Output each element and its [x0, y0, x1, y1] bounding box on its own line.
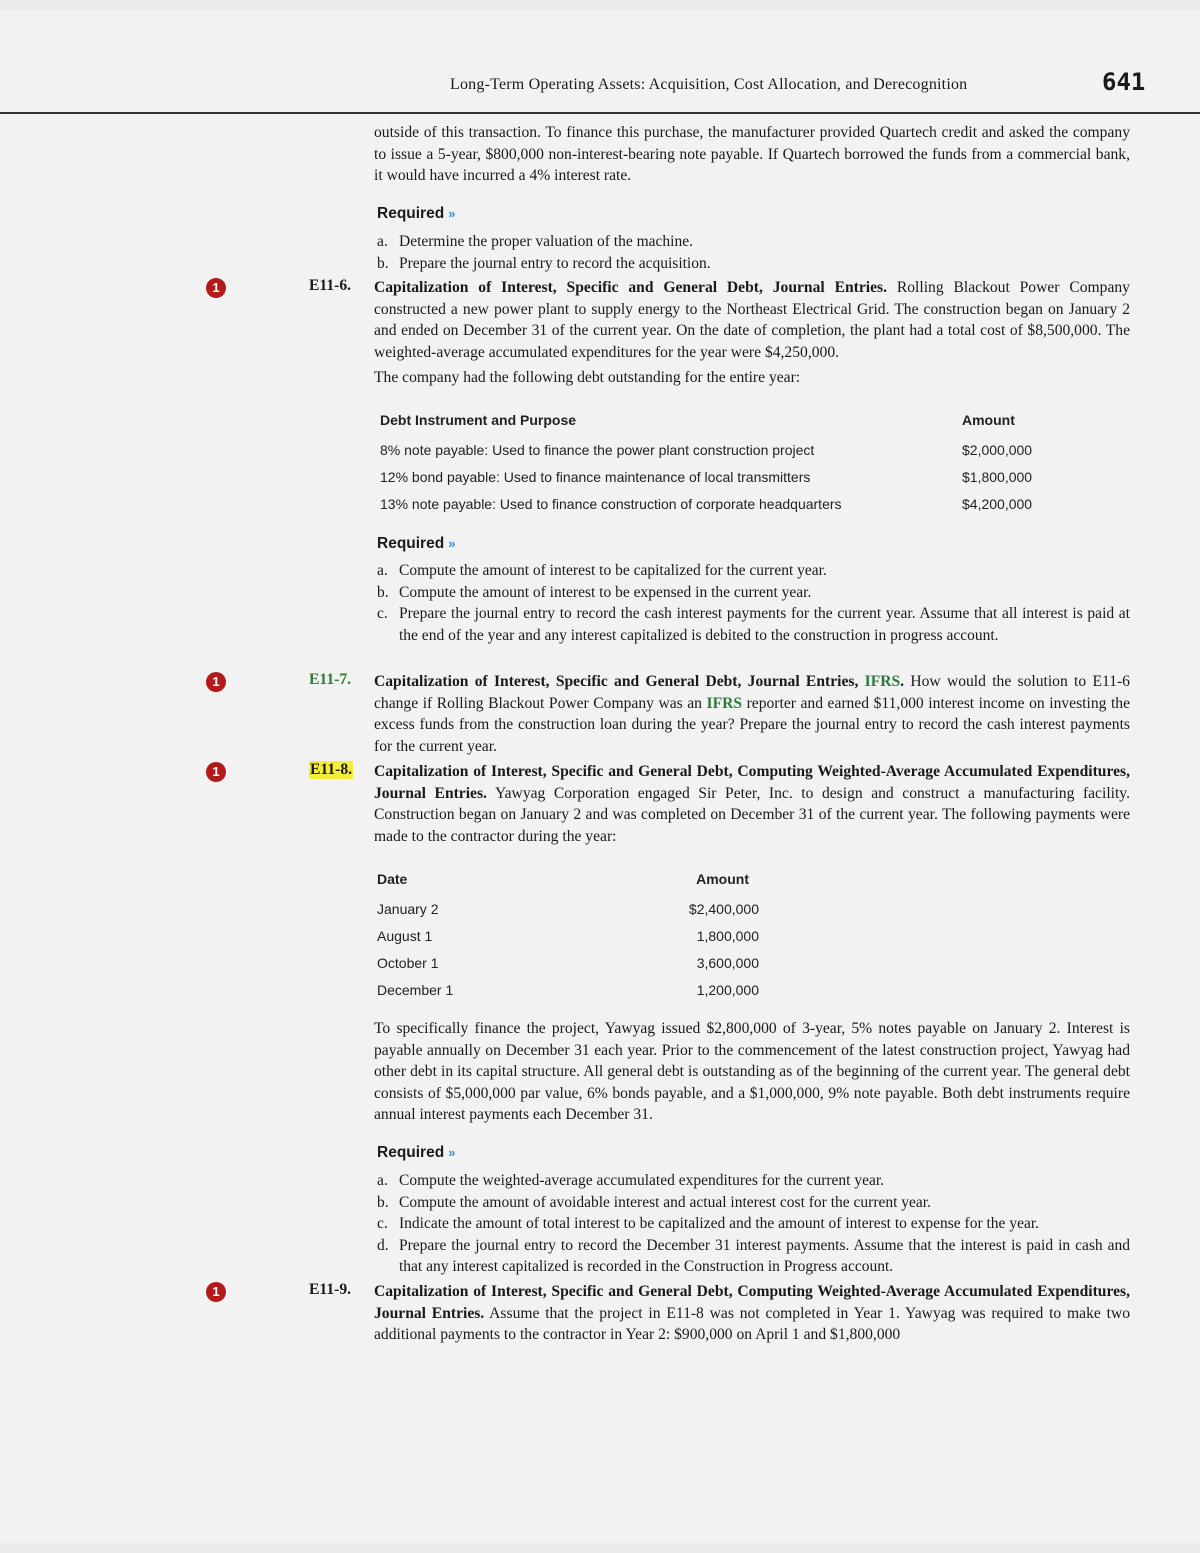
exercise-number: E11-6.	[309, 277, 352, 294]
item-text: Compute the amount of interest to be expensed in the current year.	[399, 583, 812, 601]
list-item	[377, 560, 1130, 582]
column-header: Amount	[962, 412, 1015, 428]
exercise-body: Assume that the project in E11-8 was not completed in Year 1. Yawyag was required to make two additional payments to the contractor in Year 2: $900,000 on April 1 and $1,800,000	[374, 1304, 1130, 1343]
list-item	[377, 253, 1130, 275]
exercise-body: Yawyag Corporation engaged Sir Peter, Inc. to design and construct a manufacturing facility. Construction began on January 2 and was completed on December 31 of the current year. The following payments were made to the contractor during the year:	[374, 784, 1130, 845]
exercise-title: Capitalization of Interest, Specific and General Debt, Computing Weighted-Average Accumulated Expenditures, Journal Entries.	[374, 1283, 1130, 1322]
item-letter: a.	[377, 1172, 388, 1189]
list-item	[377, 603, 1130, 646]
exercise-body-cont: reporter and earned $11,000 interest income on investing the excess funds from the construction loan during the year? Prepare the journal entry to record the cash interest payments for the current year.	[374, 694, 1130, 755]
table-cell: 1,200,000	[696, 982, 759, 998]
column-header: Amount	[696, 871, 749, 887]
item-letter: b.	[377, 1193, 389, 1211]
table-row	[380, 442, 1060, 469]
learning-objective-marker: 1	[206, 1282, 226, 1302]
item-letter: a.	[377, 562, 388, 579]
exercise-body-2: The company had the following debt outstanding for the entire year:	[374, 369, 801, 386]
table-row	[377, 928, 759, 955]
table-cell: December 1	[377, 982, 454, 998]
exercise-number-highlighted: E11-8.	[310, 761, 353, 778]
intro-required-heading	[377, 205, 455, 223]
exercise-number: E11-9.	[309, 1281, 352, 1298]
learning-objective-marker: 1	[206, 762, 226, 782]
exercise-title: Capitalization of Interest, Specific and General Debt, Computing Weighted-Average Accumulated Expenditures, Journal Entries.	[374, 763, 1130, 802]
exercise-e11-9	[374, 1281, 1130, 1346]
chevron-right-icon: »	[448, 536, 456, 551]
item-text: Compute the weighted-average accumulated expenditures for the current year.	[399, 1172, 885, 1189]
exercise-number: E11-7.	[309, 671, 352, 688]
item-text: Compute the amount of interest to be capitalized for the current year.	[399, 562, 827, 579]
header-divider	[0, 112, 1200, 114]
title-period: .	[900, 673, 905, 690]
table-cell: $1,800,000	[962, 469, 1033, 485]
exercise-paragraph	[374, 1281, 1130, 1346]
table-cell: August 1	[377, 928, 433, 944]
column-header: Debt Instrument and Purpose	[380, 412, 577, 428]
table-cell: 1,800,000	[696, 928, 759, 944]
intro-paragraph	[374, 122, 1130, 187]
ifrs-label: IFRS	[864, 673, 901, 690]
exercise-e11-6	[374, 277, 1130, 389]
e11-8-required-heading	[377, 1144, 455, 1162]
table-row	[380, 496, 1060, 523]
list-item	[377, 1192, 1130, 1214]
list-item	[377, 582, 1130, 604]
exercise-paragraph	[374, 761, 1130, 847]
table-row	[377, 955, 759, 982]
learning-objective-marker: 1	[206, 278, 226, 298]
item-text: Compute the amount of avoidable interest and actual interest cost for the current year.	[399, 1193, 931, 1211]
exercise-title: Capitalization of Interest, Specific and General Debt, Journal Entries,	[374, 673, 859, 690]
e11-6-required-heading	[377, 535, 455, 553]
table-cell: 12% bond payable: Used to finance maintenance of local transmitters	[380, 469, 811, 485]
e11-8-required-list	[377, 1170, 1130, 1278]
table-cell: $4,200,000	[962, 496, 1033, 512]
table-row	[380, 469, 1060, 496]
item-letter: c.	[377, 1215, 388, 1232]
table-cell: 13% note payable: Used to finance construction of corporate headquarters	[380, 496, 842, 512]
exercise-paragraph	[374, 671, 1130, 757]
item-letter: b.	[377, 254, 389, 272]
table-row	[377, 901, 759, 928]
exercise-title: Capitalization of Interest, Specific and General Debt, Journal Entries.	[374, 279, 887, 296]
exercise-paragraph	[374, 277, 1130, 363]
required-label: Required	[377, 535, 445, 552]
e11-6-required-list	[377, 560, 1130, 646]
page-number: 641	[1102, 68, 1146, 96]
chevron-right-icon: »	[448, 1145, 456, 1160]
payments-table	[377, 871, 759, 1009]
table-cell: 8% note payable: Used to finance the power plant construction project	[380, 442, 815, 458]
ifrs-inline-label: IFRS	[706, 694, 743, 712]
e11-8-financing-paragraph	[374, 1018, 1130, 1126]
item-text: Prepare the journal entry to record the acquisition.	[399, 254, 711, 272]
item-text: Prepare the journal entry to record the cash interest payments for the current year. Assume that all interest is paid at the end of the year and any interest capitalized is debited to the construction in progress account.	[399, 605, 1130, 644]
required-label: Required	[377, 205, 445, 222]
intro-text: outside of this transaction. To finance this purchase, the manufacturer provided Quartech credit and asked the company to issue a 5-year, $800,000 non-interest-bearing note payable. If Quartech borrowed the funds from a commercial bank, it would have incurred a 4% interest rate.	[374, 124, 1130, 184]
list-item	[377, 1170, 1130, 1192]
table-header-row	[380, 412, 1060, 442]
learning-objective-marker: 1	[206, 672, 226, 692]
table-cell: $2,000,000	[962, 442, 1033, 458]
chevron-right-icon: »	[448, 206, 456, 221]
table-cell: 3,600,000	[696, 955, 759, 971]
exercise-body: How would the solution to E11-6 change if Rolling Blackout Power Company was an	[374, 673, 1130, 712]
column-header: Date	[377, 871, 408, 887]
debt-table	[380, 412, 1060, 523]
required-label: Required	[377, 1144, 445, 1161]
intro-required-list	[377, 231, 1130, 274]
exercise-e11-8	[374, 761, 1130, 847]
item-text: Determine the proper valuation of the machine.	[399, 233, 693, 250]
table-cell: January 2	[377, 901, 439, 917]
item-text: Prepare the journal entry to record the December 31 interest payments. Assume that the interest is paid in cash and that any interest capitalized is recorded in the Construction in Progress account.	[399, 1236, 1130, 1275]
exercise-body: Rolling Blackout Power Company constructed a new power plant to supply energy to the Northeast Electrical Grid. The construction began on January 2 and ended on December 31 of the current year. On the date of completion, the plant had a total cost of $8,500,000. The weighted-average accumulated expenditures for the year were $4,250,000.	[374, 279, 1130, 361]
list-item	[377, 231, 1130, 253]
item-letter: d.	[377, 1236, 389, 1254]
table-cell: $2,400,000	[688, 901, 759, 917]
item-letter: b.	[377, 583, 389, 601]
item-letter: c.	[377, 605, 388, 622]
table-cell: October 1	[377, 955, 439, 971]
table-row	[377, 982, 759, 1009]
item-letter: a.	[377, 233, 388, 250]
exercise-e11-7	[374, 671, 1130, 757]
list-item	[377, 1235, 1130, 1278]
item-text: Indicate the amount of total interest to be capitalized and the amount of interest to expense for the year.	[399, 1215, 1040, 1232]
running-header-title: Long-Term Operating Assets: Acquisition, Cost Allocation, and Derecognition	[450, 76, 968, 93]
table-header-row	[377, 871, 759, 901]
exercise-body-2: To specifically finance the project, Yawyag issued $2,800,000 of 3-year, 5% notes payable on January 2. Interest is payable annually on December 31 each year. Prior to the commencement of the latest construction project, Yawyag had other debt in its capital structure. All general debt is outstanding as of the beginning of the current year. The general debt consists of $5,000,000 par value, 6% bonds payable, and a $1,000,000, 9% note payable. Both debt instruments require annual interest payments each December 31.	[374, 1020, 1130, 1123]
list-item	[377, 1213, 1130, 1235]
